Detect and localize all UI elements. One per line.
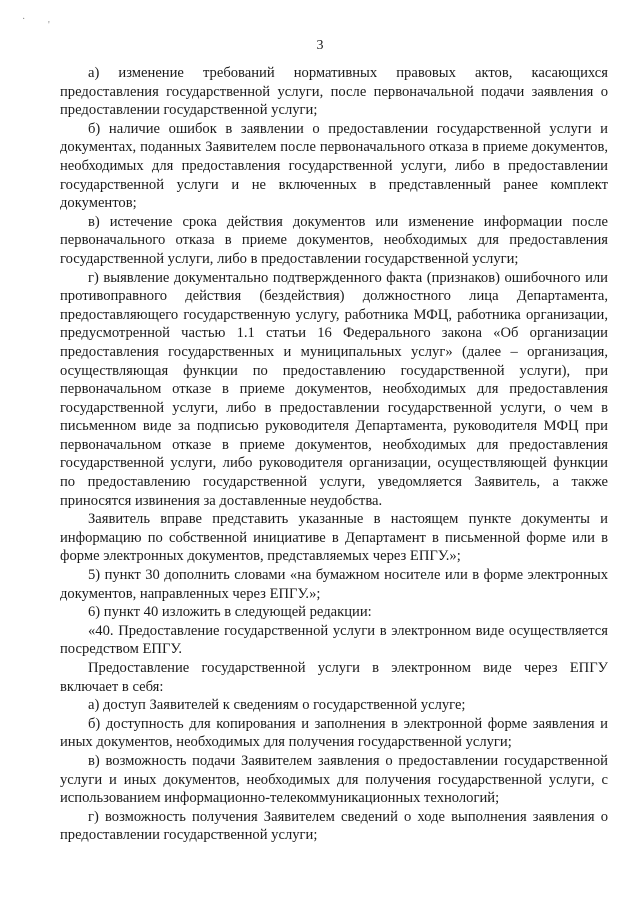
- scan-mark: ': [48, 20, 50, 31]
- document-body: [60, 64, 608, 845]
- paragraph: б) доступность для копирования и заполнения в электронной форме заявления и иных документов, необходимых для получения государственной услуги;: [60, 715, 608, 751]
- paragraph: 5) пункт 30 дополнить словами «на бумажном носителе или в форме электронных документов, направленных через ЕПГУ.»;: [60, 567, 608, 602]
- paragraph: а) изменение требований нормативных правовых актов, касающихся предоставления государственной услуги, после первоначальной подачи заявления о предоставлении государственной услуги;: [60, 65, 608, 119]
- scan-mark: ·: [22, 14, 26, 25]
- paragraph: в) возможность подачи Заявителем заявления о предоставлении государственной услуги и иных документов, необходимых для получения государственной услуги, с использованием информационно-телекоммуникационных технологий;: [60, 752, 608, 807]
- paragraph: Заявитель вправе представить указанные в настоящем пункте документы и информацию по собственной инициативе в Департамент в письменной форме или в форме электронных документов, представляемых через ЕПГУ.»;: [60, 511, 608, 565]
- paragraph: 6) пункт 40 изложить в следующей редакции:: [88, 604, 372, 621]
- page-number: 3: [316, 38, 324, 53]
- paragraph: «40. Предоставление государственной услуги в электронном виде осуществляется посредством ЕПГУ.: [60, 622, 608, 658]
- paragraph: в) истечение срока действия документов или изменение информации после первоначального отказа в приеме документов, необходимых для предоставления государственной услуги, либо в предоставлении государственной услуги;: [60, 213, 608, 267]
- paragraph: б) наличие ошибок в заявлении о предоставлении государственной услуги и документах, поданных Заявителем после первоначального отказа в приеме документов, необходимых для предоставления государственной услуги, либо в предоставлении государственной услуги и не включенных в представленный ранее комплект документов;: [60, 120, 608, 212]
- paragraph: Предоставление государственной услуги в электронном виде через ЕПГУ включает в себя:: [60, 660, 608, 695]
- paragraph: а) доступ Заявителей к сведениям о государственной услуге;: [88, 697, 466, 714]
- paragraph: г) возможность получения Заявителем сведений о ходе выполнения заявления о предоставлении государственной услуги;: [60, 808, 608, 844]
- paragraph: г) выявление документально подтвержденного факта (признаков) ошибочного или противоправного действия (бездействия) должностного лица Департамента, предоставляющего государственную услугу, работника МФЦ, работника организации, предусмотренной частью 1.1 статьи 16 Федерального закона «Об организации предоставления государственных и муниципальных услуг» (далее – организация, осуществляющая функции по предоставлению государственной услуги), при первоначальном отказе в приеме документов, необходимых для предоставления государственной услуги, либо в предоставлении государственной услуги, о чем в письменном виде за подписью руководителя Департамента, руководителя МФЦ при первоначальном отказе в приеме документов, необходимых для предоставления государственной услуги, либо руководителя организации, осуществляющей функции по предоставлению государственной услуги, уведомляется Заявитель, а также приносятся извинения за доставленные неудобства.: [60, 269, 608, 509]
